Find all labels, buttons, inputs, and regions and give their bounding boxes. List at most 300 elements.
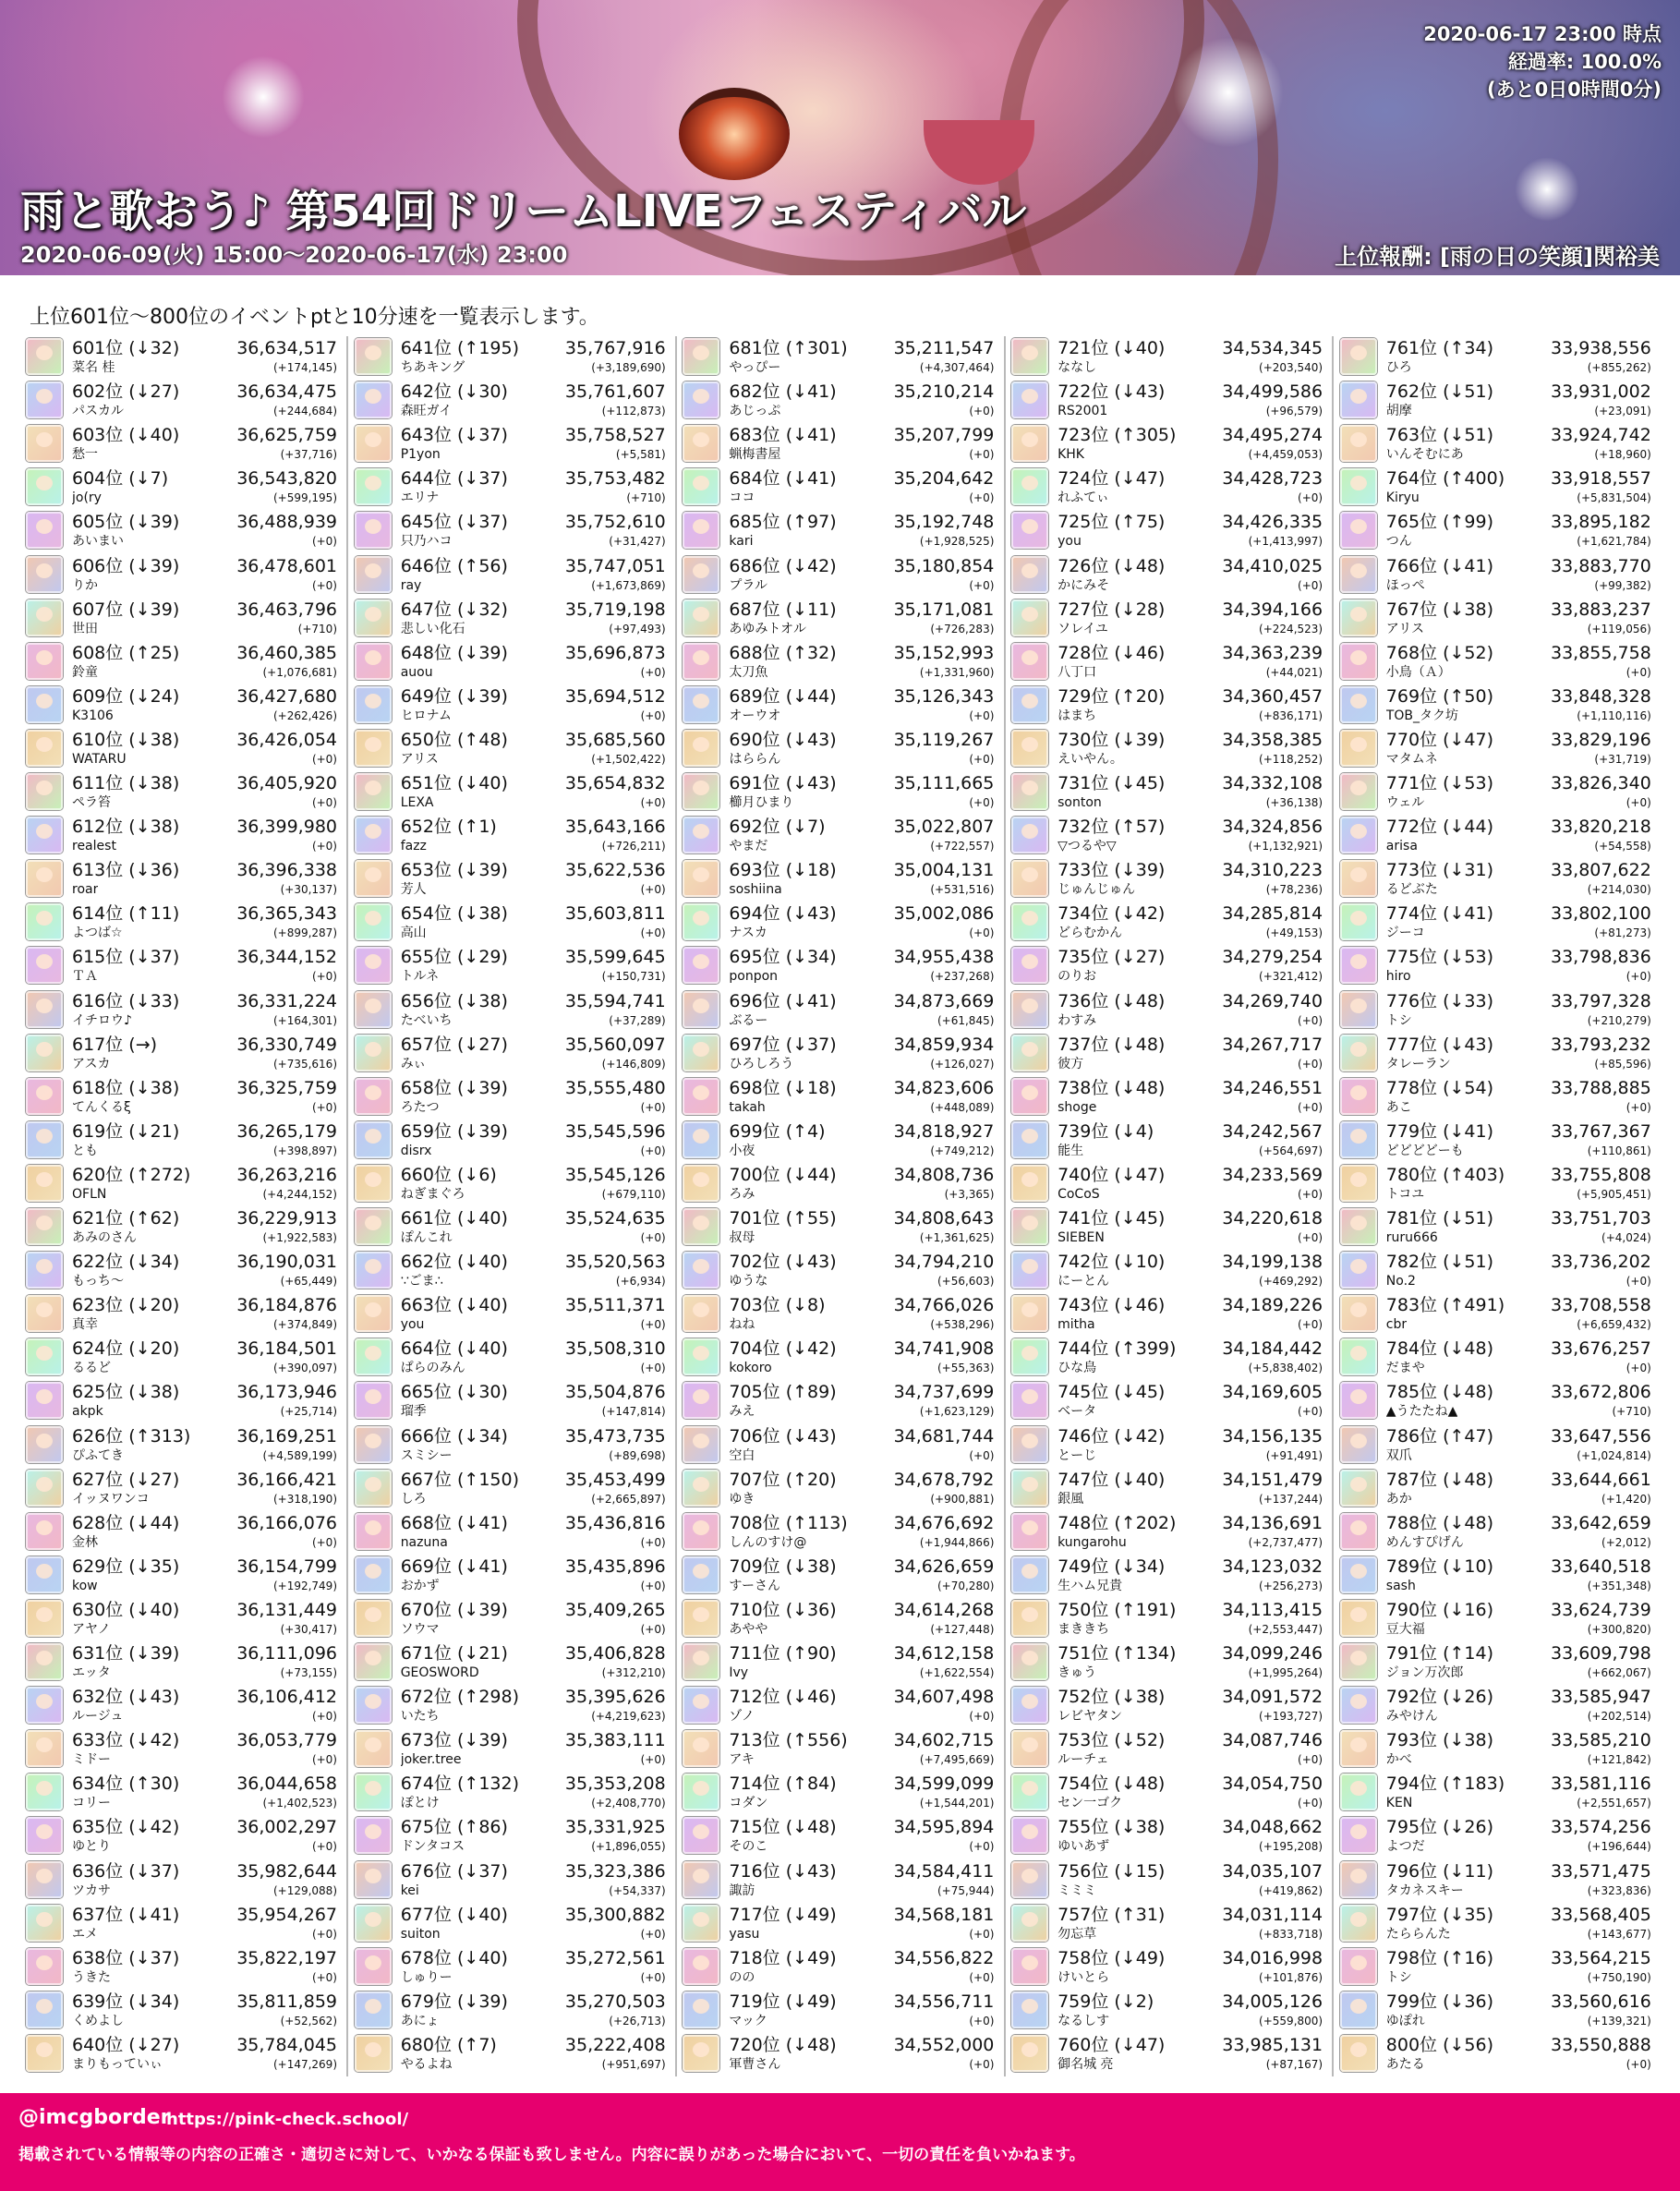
- avatar: [26, 1165, 63, 1202]
- event-points: 34,048,662: [1222, 1817, 1323, 1838]
- event-points: 33,820,218: [1551, 817, 1651, 838]
- ranking-entry: [24, 771, 341, 815]
- event-points: 33,931,002: [1551, 381, 1651, 403]
- avatar: [1011, 381, 1048, 418]
- ranking-entry: [681, 1120, 997, 1163]
- producer-name: おかず: [400, 1578, 440, 1593]
- event-points: 33,751,703: [1551, 1208, 1651, 1229]
- producer-name: マタムネ: [1385, 751, 1438, 767]
- producer-name: にーとん: [1058, 1274, 1110, 1289]
- producer-name: ruru666: [1385, 1230, 1438, 1245]
- rank-label: 738位 (↓48): [1058, 1077, 1166, 1098]
- avatar: [1340, 1730, 1377, 1767]
- producer-name: 八丁口: [1058, 664, 1097, 680]
- ten-minute-speed: (+750,190): [1587, 1970, 1651, 1984]
- rank-label: 768位 (↓52): [1385, 642, 1494, 663]
- ten-minute-speed: (+119,056): [1587, 622, 1651, 636]
- ranking-entry: [1338, 336, 1655, 380]
- event-points: 34,556,822: [893, 1947, 995, 1968]
- ranking-entry: [1009, 1641, 1326, 1685]
- ten-minute-speed: (+118,252): [1259, 752, 1323, 766]
- rank-label: 631位 (↓39): [72, 1643, 180, 1664]
- rank-label: 713位 (↑556): [729, 1730, 848, 1751]
- ranking-entry: [681, 466, 997, 510]
- ten-minute-speed: (+6,659,432): [1577, 1318, 1651, 1332]
- producer-name: あにょ: [400, 2013, 440, 2028]
- event-points: 33,676,257: [1551, 1338, 1651, 1360]
- producer-name: きゅう: [1058, 1665, 1097, 1680]
- avatar: [683, 512, 719, 549]
- producer-name: イッヌワンコ: [72, 1491, 150, 1507]
- avatar: [355, 1773, 392, 1810]
- event-points: 34,556,711: [893, 1991, 995, 2012]
- rank-label: 623位 (↓20): [72, 1295, 180, 1316]
- producer-name: ぶるー: [729, 1012, 768, 1028]
- ten-minute-speed: (+531,516): [930, 883, 995, 897]
- producer-name: あか: [1385, 1491, 1412, 1507]
- avatar: [683, 817, 719, 853]
- ranking-entry: [1009, 641, 1326, 684]
- producer-name: どどどどーも: [1385, 1143, 1464, 1158]
- avatar: [1340, 947, 1377, 984]
- producer-name: ウェル: [1385, 795, 1425, 810]
- producer-name: じゅんじゅん: [1058, 882, 1136, 898]
- ten-minute-speed: (+2,012): [1601, 1535, 1651, 1549]
- producer-name: あやや: [729, 1621, 768, 1637]
- rank-label: 634位 (↑30): [72, 1773, 180, 1795]
- ranking-entry: [1338, 1903, 1655, 1946]
- rank-label: 649位 (↓39): [400, 685, 508, 707]
- rank-label: 643位 (↓37): [400, 425, 508, 446]
- producer-name: たららんた: [1385, 1926, 1451, 1942]
- ranking-entry: [1338, 1033, 1655, 1076]
- ranking-entry: [24, 554, 341, 598]
- ten-minute-speed: (+4,589,199): [262, 1448, 337, 1462]
- avatar: [1340, 1687, 1377, 1724]
- rank-label: 682位 (↓41): [729, 381, 837, 403]
- ranking-entry: [1338, 1946, 1655, 1990]
- avatar: [1011, 1643, 1048, 1680]
- ten-minute-speed: (+0): [969, 1927, 995, 1941]
- ranking-entry: [353, 641, 670, 684]
- event-points: 35,524,635: [564, 1208, 666, 1229]
- avatar: [355, 556, 392, 593]
- ten-minute-speed: (+0): [969, 926, 995, 940]
- ranking-entry: [681, 380, 997, 423]
- event-points: 33,585,947: [1551, 1687, 1651, 1708]
- avatar: [1011, 1426, 1048, 1463]
- avatar: [355, 1817, 392, 1854]
- rank-label: 629位 (↓35): [72, 1555, 180, 1577]
- producer-name: 豆大福: [1385, 1621, 1425, 1637]
- producer-name: ＴＡ: [72, 969, 98, 985]
- ten-minute-speed: (+0): [311, 1710, 337, 1724]
- producer-name: WATARU: [72, 751, 127, 767]
- ten-minute-speed: (+0): [640, 1927, 666, 1941]
- event-points: 34,233,569: [1222, 1164, 1323, 1185]
- ten-minute-speed: (+0): [969, 1710, 995, 1724]
- ten-minute-speed: (+0): [969, 708, 995, 722]
- event-points: 34,285,814: [1222, 903, 1323, 925]
- column-divider: [675, 336, 677, 2076]
- rank-label: 628位 (↓44): [72, 1512, 180, 1533]
- avatar: [1011, 686, 1048, 723]
- ranking-entry: [24, 1468, 341, 1511]
- ranking-entry: [1338, 1120, 1655, 1163]
- rank-label: 715位 (↓48): [729, 1817, 837, 1838]
- event-points: 34,495,274: [1222, 425, 1323, 446]
- avatar: [1011, 338, 1048, 375]
- avatar: [1340, 860, 1377, 897]
- ranking-entry: [681, 1511, 997, 1555]
- rank-label: 773位 (↓31): [1385, 860, 1494, 881]
- event-points: 35,152,993: [893, 642, 995, 663]
- producer-name: TOB_タク坊: [1385, 708, 1458, 723]
- ranking-entry: [353, 1033, 670, 1076]
- avatar: [683, 1165, 719, 1202]
- rank-label: 610位 (↓38): [72, 729, 180, 750]
- ranking-column: [24, 336, 341, 2076]
- producer-name: はららん: [729, 751, 781, 767]
- producer-name: とーじ: [1058, 1447, 1097, 1463]
- ten-minute-speed: (+1,420): [1601, 1492, 1651, 1506]
- producer-name: ろたつ: [400, 1099, 440, 1115]
- event-points: 34,054,750: [1222, 1773, 1323, 1795]
- ten-minute-speed: (+31,427): [609, 535, 666, 549]
- ten-minute-speed: (+1,361,625): [919, 1231, 995, 1244]
- event-points: 35,752,610: [564, 512, 666, 533]
- ranking-entry: [1338, 466, 1655, 510]
- ranking-entry: [681, 1250, 997, 1293]
- avatar: [1011, 1208, 1048, 1245]
- producer-name: hiro: [1385, 969, 1411, 985]
- twitter-handle-link[interactable]: @imcgborder: [18, 2106, 171, 2129]
- ten-minute-speed: (+726,211): [601, 840, 666, 853]
- producer-name: あいまい: [72, 534, 124, 550]
- rank-label: 654位 (↓38): [400, 903, 508, 925]
- avatar: [1340, 1121, 1377, 1158]
- ten-minute-speed: (+143,677): [1587, 1927, 1651, 1941]
- ten-minute-speed: (+203,540): [1259, 361, 1323, 374]
- ten-minute-speed: (+147,269): [272, 2057, 337, 2071]
- avatar: [26, 338, 63, 375]
- rank-label: 749位 (↓34): [1058, 1555, 1166, 1577]
- ranking-entry: [353, 336, 670, 380]
- ten-minute-speed: (+0): [311, 1927, 337, 1941]
- ranking-entry: [1009, 1206, 1326, 1250]
- column-divider: [346, 336, 348, 2076]
- event-points: 33,855,758: [1551, 642, 1651, 663]
- avatar: [1011, 1991, 1048, 2028]
- ranking-entry: [1338, 1511, 1655, 1555]
- event-points: 33,985,131: [1222, 2034, 1323, 2055]
- rank-label: 696位 (↓41): [729, 990, 837, 1011]
- avatar: [683, 1338, 719, 1375]
- producer-name: やっぴー: [729, 360, 781, 375]
- ten-minute-speed: (+18,960): [1594, 448, 1651, 462]
- ranking-entry: [353, 728, 670, 771]
- rank-label: 603位 (↓40): [72, 425, 180, 446]
- producer-name: kow: [72, 1578, 98, 1593]
- avatar: [1011, 468, 1048, 505]
- column-divider: [1332, 336, 1334, 2076]
- ranking-entry: [24, 1380, 341, 1423]
- ten-minute-speed: (+0): [640, 1535, 666, 1549]
- ten-minute-speed: (+0): [1298, 1797, 1323, 1810]
- avatar: [355, 1687, 392, 1724]
- event-points: 35,004,131: [893, 860, 995, 881]
- rank-label: 799位 (↓36): [1385, 1991, 1494, 2012]
- event-points: 33,798,836: [1551, 947, 1651, 968]
- ranking-entry: [1338, 510, 1655, 553]
- rank-label: 687位 (↓11): [729, 599, 837, 620]
- avatar: [355, 425, 392, 462]
- producer-name: realest: [72, 839, 116, 854]
- producer-name: てんくるξ: [72, 1099, 131, 1115]
- ranking-entry: [1009, 510, 1326, 553]
- ten-minute-speed: (+559,800): [1259, 2014, 1323, 2028]
- ranking-entry: [24, 1033, 341, 1076]
- rank-label: 769位 (↑50): [1385, 685, 1494, 707]
- producer-name: 勿忘草: [1058, 1926, 1097, 1942]
- ranking-entry: [24, 858, 341, 902]
- producer-name: 蝋梅書屋: [729, 447, 781, 463]
- ten-minute-speed: (+0): [311, 970, 337, 984]
- producer-name: 世田: [72, 621, 98, 636]
- ranking-entry: [1009, 1990, 1326, 2033]
- producer-name: トシ: [1385, 1012, 1412, 1028]
- ten-minute-speed: (+127,448): [930, 1622, 995, 1636]
- avatar: [355, 468, 392, 505]
- producer-name: 悲しい化石: [400, 621, 465, 636]
- ten-minute-speed: (+4,024): [1601, 1231, 1651, 1244]
- producer-name: ココ: [729, 490, 755, 506]
- producer-name: 真幸: [72, 1317, 98, 1333]
- ranking-entry: [681, 989, 997, 1033]
- avatar: [1011, 425, 1048, 462]
- producer-name: soshiina: [729, 882, 782, 898]
- producer-name: タカネスキー: [1385, 1882, 1464, 1898]
- avatar: [355, 1426, 392, 1463]
- ten-minute-speed: (+6,934): [615, 1275, 666, 1289]
- ranking-entry: [24, 641, 341, 684]
- ten-minute-speed: (+101,876): [1259, 1970, 1323, 1984]
- ranking-entry: [353, 554, 670, 598]
- event-points: 35,508,310: [564, 1338, 666, 1360]
- ten-minute-speed: (+0): [640, 1100, 666, 1114]
- ranking-entry: [353, 2033, 670, 2076]
- ten-minute-speed: (+599,195): [272, 491, 337, 505]
- ranking-entry: [353, 1076, 670, 1120]
- producer-name: ねね: [729, 1317, 755, 1333]
- ranking-entry: [1009, 1685, 1326, 1728]
- ranking-entry: [681, 1076, 997, 1120]
- ten-minute-speed: (+0): [1298, 1100, 1323, 1114]
- ranking-entry: [353, 1641, 670, 1685]
- ten-minute-speed: (+36,138): [1265, 796, 1323, 809]
- producer-name: 軍曹さん: [729, 2056, 781, 2072]
- ranking-entry: [353, 1380, 670, 1423]
- ten-minute-speed: (+0): [311, 1840, 337, 1854]
- site-url-link[interactable]: https://pink-check.school/: [166, 2110, 409, 2129]
- avatar: [1011, 1817, 1048, 1854]
- rank-label: 798位 (↑16): [1385, 1947, 1494, 1968]
- ten-minute-speed: (+224,523): [1259, 622, 1323, 636]
- avatar: [1340, 599, 1377, 636]
- rank-label: 762位 (↓51): [1385, 381, 1494, 403]
- rank-label: 789位 (↓10): [1385, 1555, 1494, 1577]
- event-points: 35,331,925: [564, 1817, 666, 1838]
- event-points: 35,406,828: [564, 1643, 666, 1664]
- producer-name: とも: [72, 1143, 98, 1158]
- ten-minute-speed: (+0): [640, 1753, 666, 1767]
- event-points: 33,647,556: [1551, 1425, 1651, 1447]
- rank-label: 765位 (↑99): [1385, 512, 1494, 533]
- event-points: 34,955,438: [893, 947, 995, 968]
- rank-label: 613位 (↓36): [72, 860, 180, 881]
- ten-minute-speed: (+3,189,690): [591, 361, 666, 374]
- rank-label: 794位 (↑183): [1385, 1773, 1505, 1795]
- event-points: 36,173,946: [236, 1382, 337, 1403]
- rank-label: 725位 (↑75): [1058, 512, 1166, 533]
- event-points: 34,534,345: [1222, 338, 1323, 358]
- producer-name: スミシー: [400, 1447, 453, 1463]
- rank-label: 716位 (↓43): [729, 1860, 837, 1882]
- ranking-entry: [353, 1293, 670, 1337]
- rank-label: 679位 (↓39): [400, 1991, 508, 2012]
- ranking-entry: [24, 1120, 341, 1163]
- event-points: 33,550,888: [1551, 2034, 1651, 2055]
- avatar: [355, 1035, 392, 1071]
- event-points: 35,685,560: [564, 729, 666, 750]
- event-points: 35,383,111: [564, 1730, 666, 1751]
- ranking-entry: [681, 1033, 997, 1076]
- avatar: [683, 686, 719, 723]
- avatar: [26, 1470, 63, 1507]
- rank-label: 722位 (↓43): [1058, 381, 1166, 403]
- event-points: 34,113,415: [1222, 1599, 1323, 1620]
- event-points: 33,574,256: [1551, 1817, 1651, 1838]
- ranking-entry: [1338, 1337, 1655, 1380]
- ranking-entry: [681, 1815, 997, 1858]
- rank-label: 685位 (↑97): [729, 512, 837, 533]
- avatar: [26, 1338, 63, 1375]
- avatar: [26, 686, 63, 723]
- avatar: [1011, 1382, 1048, 1419]
- ranking-entry: [1338, 2033, 1655, 2076]
- ten-minute-speed: (+44,021): [1265, 665, 1323, 679]
- rank-label: 615位 (↓37): [72, 947, 180, 968]
- avatar: [26, 903, 63, 940]
- event-points: 35,982,644: [236, 1860, 337, 1882]
- ranking-entry: [681, 1772, 997, 1815]
- rank-label: 664位 (↓40): [400, 1338, 508, 1360]
- avatar: [1340, 1948, 1377, 1985]
- ranking-entry: [353, 1815, 670, 1858]
- avatar: [1340, 381, 1377, 418]
- producer-name: セン一ゴク: [1058, 1796, 1123, 1811]
- producer-name: ドンタコス: [400, 1839, 465, 1855]
- ten-minute-speed: (+1,402,523): [262, 1797, 337, 1810]
- event-points: 34,279,254: [1222, 947, 1323, 968]
- event-points: 33,581,116: [1551, 1773, 1651, 1795]
- ten-minute-speed: (+722,557): [930, 840, 995, 853]
- event-points: 36,463,796: [236, 599, 337, 620]
- event-title: 雨と歌おう♪ 第54回ドリームLIVEフェスティバル: [20, 186, 1027, 237]
- ten-minute-speed: (+0): [1298, 578, 1323, 592]
- avatar: [26, 730, 63, 767]
- ranking-entry: [681, 423, 997, 466]
- producer-name: トルネ: [400, 969, 440, 985]
- avatar: [1340, 991, 1377, 1028]
- producer-name: いたち: [400, 1709, 440, 1725]
- event-points: 36,625,759: [236, 425, 337, 446]
- event-points: 33,793,232: [1551, 1034, 1651, 1055]
- ten-minute-speed: (+112,873): [601, 405, 666, 418]
- ten-minute-speed: (+710): [1612, 1405, 1651, 1419]
- rank-label: 602位 (↓27): [72, 381, 180, 403]
- ranking-columns: [24, 336, 1655, 2076]
- producer-name: のりお: [1058, 969, 1097, 985]
- avatar: [683, 1861, 719, 1898]
- rank-label: 705位 (↑89): [729, 1382, 837, 1403]
- event-points: 34,267,717: [1222, 1034, 1323, 1055]
- producer-name: SIEBEN: [1058, 1230, 1105, 1245]
- avatar: [683, 556, 719, 593]
- event-points: 34,123,032: [1222, 1555, 1323, 1577]
- ten-minute-speed: (+1,024,814): [1577, 1448, 1651, 1462]
- avatar: [1340, 1165, 1377, 1202]
- avatar: [683, 1252, 719, 1289]
- ten-minute-speed: (+1,622,554): [919, 1666, 995, 1679]
- ranking-entry: [681, 945, 997, 988]
- ten-minute-speed: (+0): [640, 1622, 666, 1636]
- rank-label: 790位 (↓16): [1385, 1599, 1494, 1620]
- event-points: 35,353,208: [564, 1773, 666, 1795]
- producer-name: arisa: [1385, 839, 1418, 854]
- avatar: [683, 338, 719, 375]
- ranking-entry: [353, 1555, 670, 1598]
- ranking-entry: [24, 1337, 341, 1380]
- rank-label: 787位 (↓48): [1385, 1469, 1494, 1490]
- producer-name: ponpon: [729, 969, 779, 985]
- avatar: [1340, 556, 1377, 593]
- avatar: [26, 991, 63, 1028]
- ranking-entry: [24, 1685, 341, 1728]
- avatar: [1011, 1905, 1048, 1942]
- ten-minute-speed: (+1,896,055): [591, 1840, 666, 1854]
- avatar: [1340, 2035, 1377, 2072]
- rank-label: 783位 (↑491): [1385, 1295, 1505, 1316]
- avatar: [683, 425, 719, 462]
- ten-minute-speed: (+0): [1298, 1405, 1323, 1419]
- event-points: 34,363,239: [1222, 642, 1323, 663]
- rank-label: 658位 (↓39): [400, 1077, 508, 1098]
- ten-minute-speed: (+900,881): [930, 1492, 995, 1506]
- ranking-entry: [24, 1163, 341, 1206]
- event-points: 35,435,896: [564, 1555, 666, 1577]
- event-points: 33,585,210: [1551, 1730, 1651, 1751]
- event-points: 35,555,480: [564, 1077, 666, 1098]
- rank-label: 684位 (↓41): [729, 468, 837, 490]
- rank-label: 723位 (↑305): [1058, 425, 1177, 446]
- ten-minute-speed: (+390,097): [272, 1362, 337, 1375]
- event-points: 34,360,457: [1222, 685, 1323, 707]
- ranking-entry: [1338, 815, 1655, 858]
- ranking-entry: [681, 1337, 997, 1380]
- event-points: 36,344,152: [236, 947, 337, 968]
- avatar: [355, 1382, 392, 1419]
